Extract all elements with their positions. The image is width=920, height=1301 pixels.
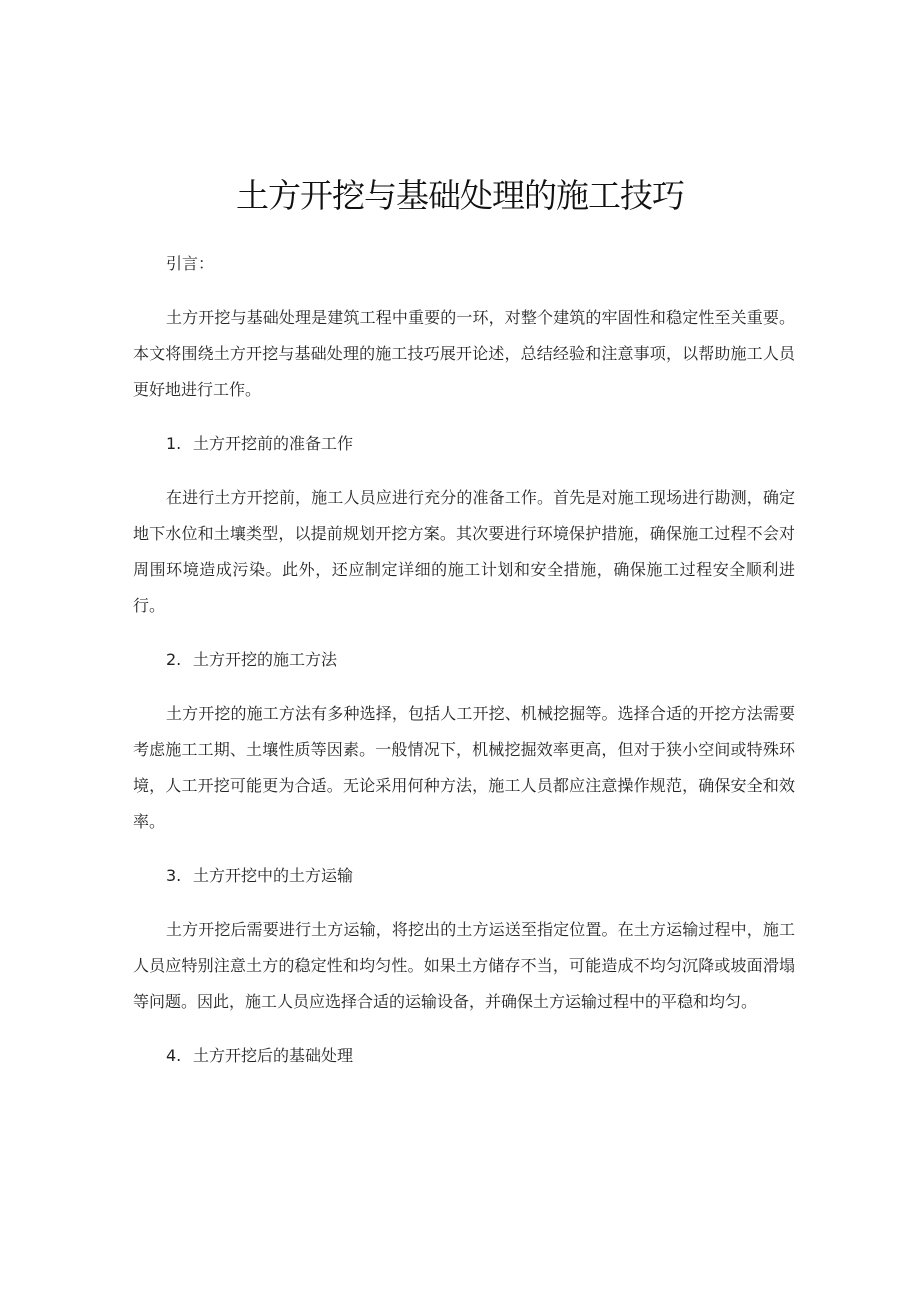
section-heading-text: 土方开挖的施工方法 bbox=[193, 650, 338, 669]
section-heading-3 bbox=[133, 858, 795, 894]
section-heading-text: 土方开挖中的土方运输 bbox=[193, 866, 354, 885]
section-heading-1 bbox=[133, 426, 795, 462]
section-paragraph-3: 土方开挖后需要进行土方运输，将挖出的土方运送至指定位置。在土方运输过程中，施工人员应特别注意土方的稳定性和均匀性。如果土方储存不当，可能造成不均匀沉降或坡面滑塌等问题。因此，施工人员应选择合适的运输设备，并确保土方运输过程中的平稳和均匀。 bbox=[133, 920, 795, 1011]
section-heading-2 bbox=[133, 642, 795, 678]
section-heading-4 bbox=[133, 1038, 795, 1074]
section-paragraph-1: 在进行土方开挖前，施工人员应进行充分的准备工作。首先是对施工现场进行勘测，确定地下水位和土壤类型，以提前规划开挖方案。其次要进行环境保护措施，确保施工过程不会对周围环境造成污染。此外，还应制定详细的施工计划和安全措施，确保施工过程安全顺利进行。 bbox=[133, 488, 795, 615]
document-title: 土方开挖与基础处理的施工技巧 bbox=[236, 176, 684, 215]
section-heading-text: 土方开挖后的基础处理 bbox=[193, 1046, 354, 1065]
section-number: 1. bbox=[166, 434, 182, 453]
intro-label: 引言： bbox=[166, 254, 215, 273]
section-number: 3. bbox=[166, 866, 182, 885]
section-number: 2. bbox=[166, 650, 182, 669]
document-body bbox=[133, 246, 795, 1092]
section-number: 4. bbox=[166, 1046, 182, 1065]
intro-paragraph: 土方开挖与基础处理是建筑工程中重要的一环，对整个建筑的牢固性和稳定性至关重要。本文将围绕土方开挖与基础处理的施工技巧展开论述，总结经验和注意事项，以帮助施工人员更好地进行工作。 bbox=[133, 308, 795, 399]
section-heading-text: 土方开挖前的准备工作 bbox=[193, 434, 354, 453]
section-paragraph-2: 土方开挖的施工方法有多种选择，包括人工开挖、机械挖掘等。选择合适的开挖方法需要考虑施工工期、土壤性质等因素。一般情况下，机械挖掘效率更高，但对于狭小空间或特殊环境，人工开挖可能更为合适。无论采用何种方法，施工人员都应注意操作规范，确保安全和效率。 bbox=[133, 704, 795, 831]
